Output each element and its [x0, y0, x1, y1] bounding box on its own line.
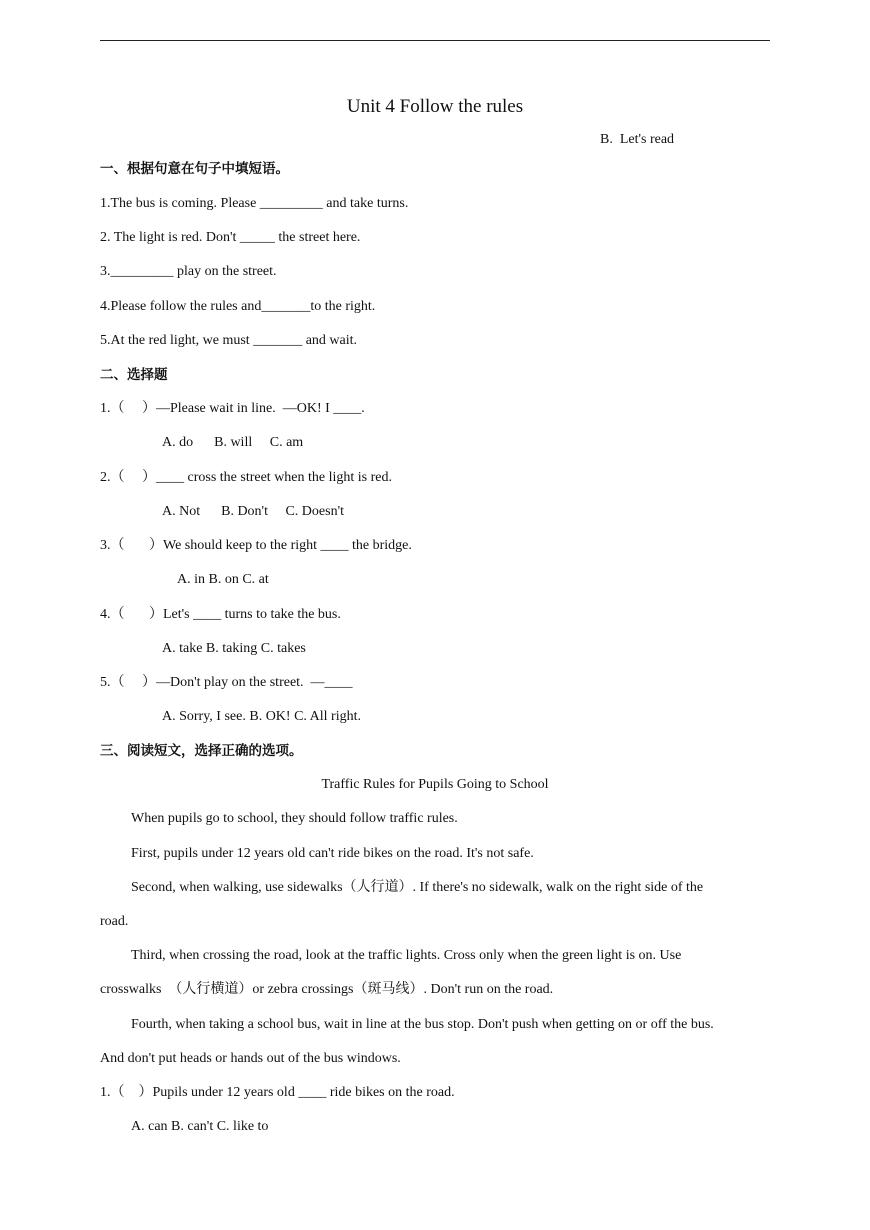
choice-question-4: 4.（ ）Let's ____ turns to take the bus. [100, 607, 341, 622]
reading-options-1: A. can B. can't C. like to [131, 1119, 269, 1134]
lesson-subtitle: B. Let's read [600, 132, 675, 147]
section1-heading: 一、根据句意在句子中填短语。 [100, 161, 289, 177]
passage-line: Third, when crossing the road, look at the traffic lights. Cross only when the green light is on. Use [131, 948, 682, 963]
passage-line: Fourth, when taking a school bus, wait in line at the bus stop. Don't push when getting on or off the bus. [131, 1017, 714, 1032]
passage-line: When pupils go to school, they should follow traffic rules. [131, 811, 458, 826]
choice-options-1: A. do B. will C. am [162, 435, 304, 450]
choice-options-2: A. Not B. Don't C. Doesn't [162, 504, 344, 519]
fill-question-3: 3._________ play on the street. [100, 264, 277, 279]
choice-question-3: 3.（ ）We should keep to the right ____ the bridge. [100, 538, 412, 553]
reading-question-1: 1.（ ）Pupils under 12 years old ____ ride bikes on the road. [100, 1085, 455, 1100]
section2-heading: 二、选择题 [100, 367, 168, 383]
fill-question-5: 5.At the red light, we must _______ and wait. [100, 333, 358, 348]
passage-line: And don't put heads or hands out of the bus windows. [100, 1051, 401, 1066]
choice-question-2: 2.（ ）____ cross the street when the light is red. [100, 470, 393, 485]
choice-options-5: A. Sorry, I see. B. OK! C. All right. [162, 709, 361, 724]
choice-options-3: A. in B. on C. at [177, 572, 269, 587]
passage-line: road. [100, 914, 129, 929]
choice-options-4: A. take B. taking C. takes [162, 641, 306, 656]
fill-question-4: 4.Please follow the rules and_______to the right. [100, 299, 376, 314]
choice-question-5: 5.（ ）—Don't play on the street. —____ [100, 675, 353, 690]
header-rule [100, 40, 770, 41]
choice-question-1: 1.（ ）—Please wait in line. —OK! I ____. [100, 401, 365, 416]
section3-heading: 三、阅读短文，选择正确的选项。 [100, 743, 303, 759]
page-title: Unit 4 Follow the rules [346, 96, 524, 117]
passage-line: crosswalks （人行横道）or zebra crossings（斑马线）. Don't run on the road. [100, 982, 554, 997]
fill-question-2: 2. The light is red. Don't _____ the street here. [100, 230, 361, 245]
fill-question-1: 1.The bus is coming. Please _________ and take turns. [100, 196, 409, 211]
passage-title: Traffic Rules for Pupils Going to School [321, 777, 549, 792]
passage-line: Second, when walking, use sidewalks（人行道）. If there's no sidewalk, walk on the right side of the [131, 880, 704, 895]
passage-line: First, pupils under 12 years old can't ride bikes on the road. It's not safe. [131, 846, 534, 861]
